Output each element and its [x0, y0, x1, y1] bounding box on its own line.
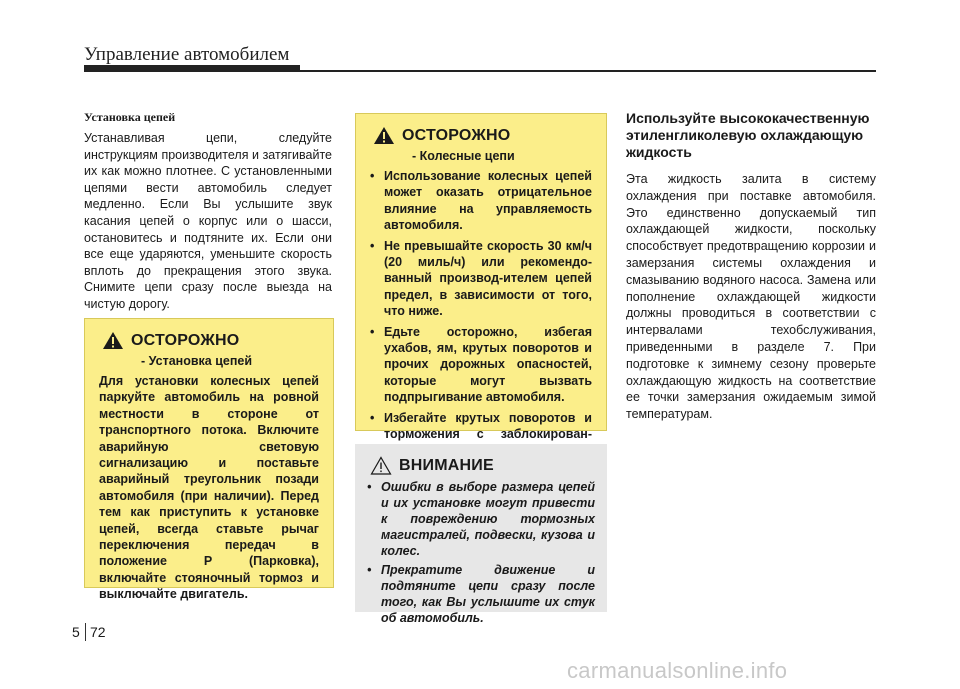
caution-title: ОСТОРОЖНО — [131, 331, 240, 349]
list-item: • Не превышайте скорость 30 км/ч (20 миль/ч) или рекомендо- ванный производ-ителем цепей предел, в зависимости от того, что ниже. — [370, 238, 592, 320]
caution-title-row — [370, 126, 592, 145]
footer-divider — [85, 623, 86, 641]
caution-subtitle: - Колесные цепи — [412, 149, 515, 163]
caution-bullet-list — [370, 168, 592, 459]
warning-triangle-icon — [373, 126, 395, 145]
notice-bullet-list — [367, 479, 595, 626]
list-item: • Прекратите движение и подтяните цепи сразу после того, как Вы услышите их стук об автомобиль. — [367, 562, 595, 626]
caution-body: Для установки колесных цепей паркуйте автомобиль на ровной местности в стороне от транспортного потока. Включите аварийную световую сигнализацию и поставьте аварийный треугольник позади автомобиля (при наличии). Перед тем как приступить к установке цепей, всегда ставьте рычаг переключения передач в положение P (Парковка), включайте стояночный тормоз и выключайте двигатель. — [99, 374, 319, 602]
header-rule-thin — [84, 70, 876, 72]
footer-page-number: 72 — [90, 624, 106, 640]
caution-box-wheel-chains — [355, 113, 607, 442]
notice-triangle-icon — [370, 456, 392, 475]
caution-box-chain-install — [84, 318, 334, 602]
caution-title-row — [99, 331, 319, 350]
column-chain-installation — [84, 110, 332, 313]
footer-section-number: 5 — [72, 624, 80, 640]
section-body: Эта жидкость залита в систему охлаждения при поставке автомобиля. Это единственно допускаемый тип охлаждающей жидкости, поскольку способствует предотвращению коррозии и замерзания системы охлаждения и смазыванию водяного насоса. Замена или пополнение охлаждающей жидкости должны проводиться в соответствии с интервалами техобслуживания, приведенными в разделе 7. При подготовке к зимнему сезону проверьте охлаждающую жидкость на соответствие ее точки замерзания ожидаемым зимой температурам. — [626, 172, 876, 422]
notice-title-row — [367, 456, 595, 475]
list-item: • Использование колесных цепей может оказать отрицательное влияние на управляемость автомобиля. — [370, 168, 592, 234]
list-item: • Едьте осторожно, избегая ухабов, ям, крутых поворотов и прочих дорожных опасностей, которые могут вызвать подпрыгивание автомобиля. — [370, 324, 592, 406]
section-body: Устанавливая цепи, следуйте инструкциям производителя и затягивайте их как можно плотнее. С установленными цепями вести автомобиль следует медленно. Если Вы услышите звук касания цепей о корпус или о шасси, остановитесь и подтяните их. Если они все еще ударяются, уменьшите скорость вплоть до прекращения этого звука. Снимите цепи сразу после выезда на чистую дорогу. — [84, 131, 332, 311]
column-coolant — [626, 110, 876, 423]
list-item: • Ошибки в выборе размера цепей и их установке могут привести к повреждению тормозных магистралей, подвески, кузова и колес. — [367, 479, 595, 559]
section-heading: Используйте высококачественную этиленгликолевую охлаждающую жидкость — [626, 110, 870, 160]
list-item: • Избегайте крутых поворотов и торможения с заблокирован- — [370, 410, 592, 459]
warning-triangle-icon — [102, 331, 124, 350]
page-title: Управление автомобилем — [84, 44, 290, 65]
caution-subtitle: - Установка цепей — [141, 354, 253, 368]
caution-title: ОСТОРОЖНО — [402, 126, 511, 144]
watermark: carmanualsonline.info — [567, 658, 788, 683]
notice-title: ВНИМАНИЕ — [399, 456, 494, 474]
notice-box — [355, 444, 607, 625]
section-heading: Установка цепей — [84, 110, 176, 124]
